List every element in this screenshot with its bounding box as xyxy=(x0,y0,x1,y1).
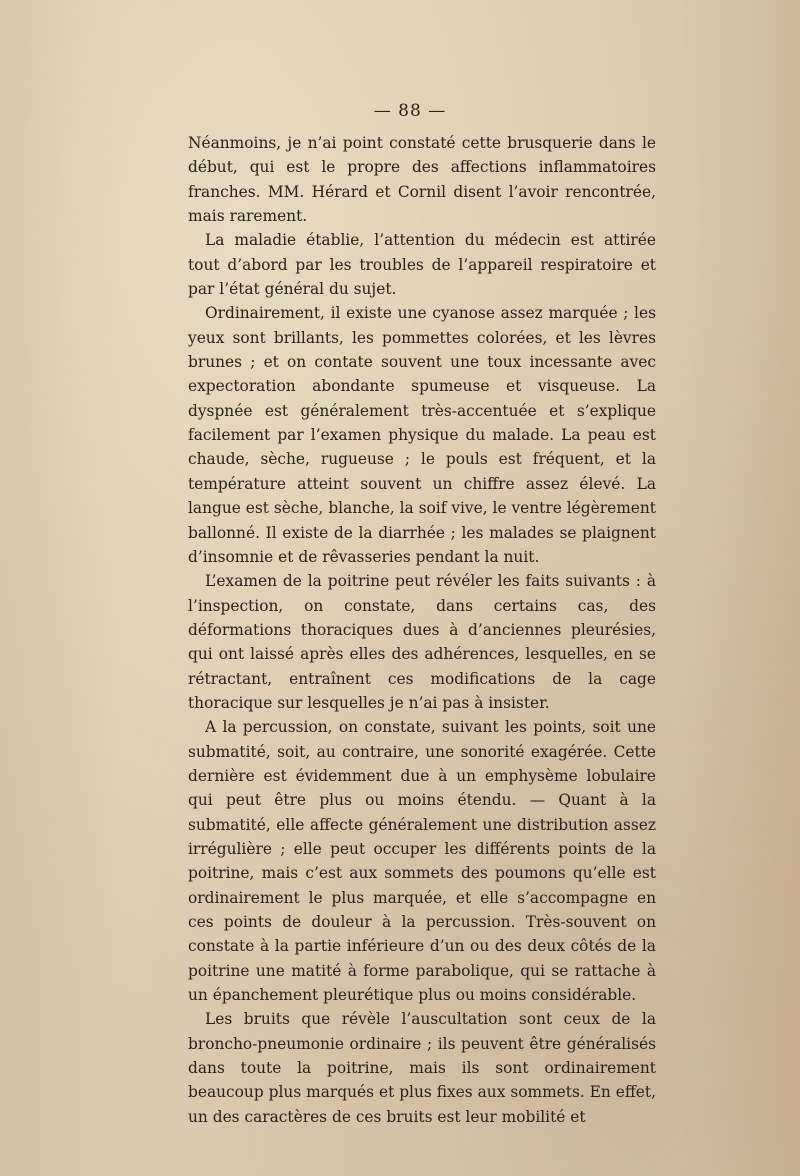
paragraph: Les bruits que révèle l’auscultation sont ceux de la broncho-pneumonie ordinaire ; ils peuvent être généralisés dans toute la poitrine, mais ils sont ordinairement beaucoup plus marqués et plus fixes aux sommets. En effet, un des caractères de ces bruits est leur mobilité et xyxy=(188,1010,656,1126)
paragraph: La maladie établie, l’attention du médecin est attirée tout d’abord par les troubles de l’appareil respiratoire et par l’état général du sujet. xyxy=(188,231,656,299)
body-text xyxy=(188,131,656,1129)
paragraph: A la percussion, on constate, suivant les points, soit une submatité, soit, au contraire, une sonorité exagérée. Cette dernière est évidemment due à un emphysème lobulaire qui peut être plus ou moins étendu. — Quant à la submatité, elle affecte généralement une distribution assez irrégulière ; elle peut occuper les différents points de la poitrine, mais c’est aux sommets des poumons qu’elle est ordinairement le plus marquée, et elle s’accompagne en ces points de douleur à la percussion. Très-souvent on constate à la partie inférieure d’un ou des deux côtés de la poitrine une matité à forme parabolique, qui se rattache à un épanchement pleurétique plus ou moins considérable. xyxy=(188,718,656,1005)
page-number: — 88 — xyxy=(373,101,447,121)
paragraph: L’examen de la poitrine peut révéler les faits suivants : à l’inspection, on constate, dans certains cas, des déformations thoraciques dues à d’anciennes pleurésies, qui ont laissé après elles des adhérences, lesquelles, en se rétractant, entraînent ces modifications de la cage thoracique sur lesquelles je n’ai pas à insister. xyxy=(188,572,656,712)
paragraph: Néanmoins, je n’ai point constaté cette brusquerie dans le début, qui est le propre des affections inflammatoires franches. MM. Hérard et Cornil disent l’avoir rencontrée, mais rarement. xyxy=(188,134,656,226)
paragraph: Ordinairement, il existe une cyanose assez marquée ; les yeux sont brillants, les pommettes colorées, et les lèvres brunes ; et on contate souvent une toux incessante avec expectoration abondante spumeuse et visqueuse. La dyspnée est généralement très-accentuée et s’explique facilement par l’examen physique du malade. La peau est chaude, sèche, rugueuse ; le pouls est fréquent, et la température atteint souvent un chiffre assez élevé. La langue est sèche, blanche, la soif vive, le ventre légèrement ballonné. Il existe de la diarrhée ; les malades se plaignent d’insomnie et de rêvasseries pendant la nuit. xyxy=(188,304,656,566)
